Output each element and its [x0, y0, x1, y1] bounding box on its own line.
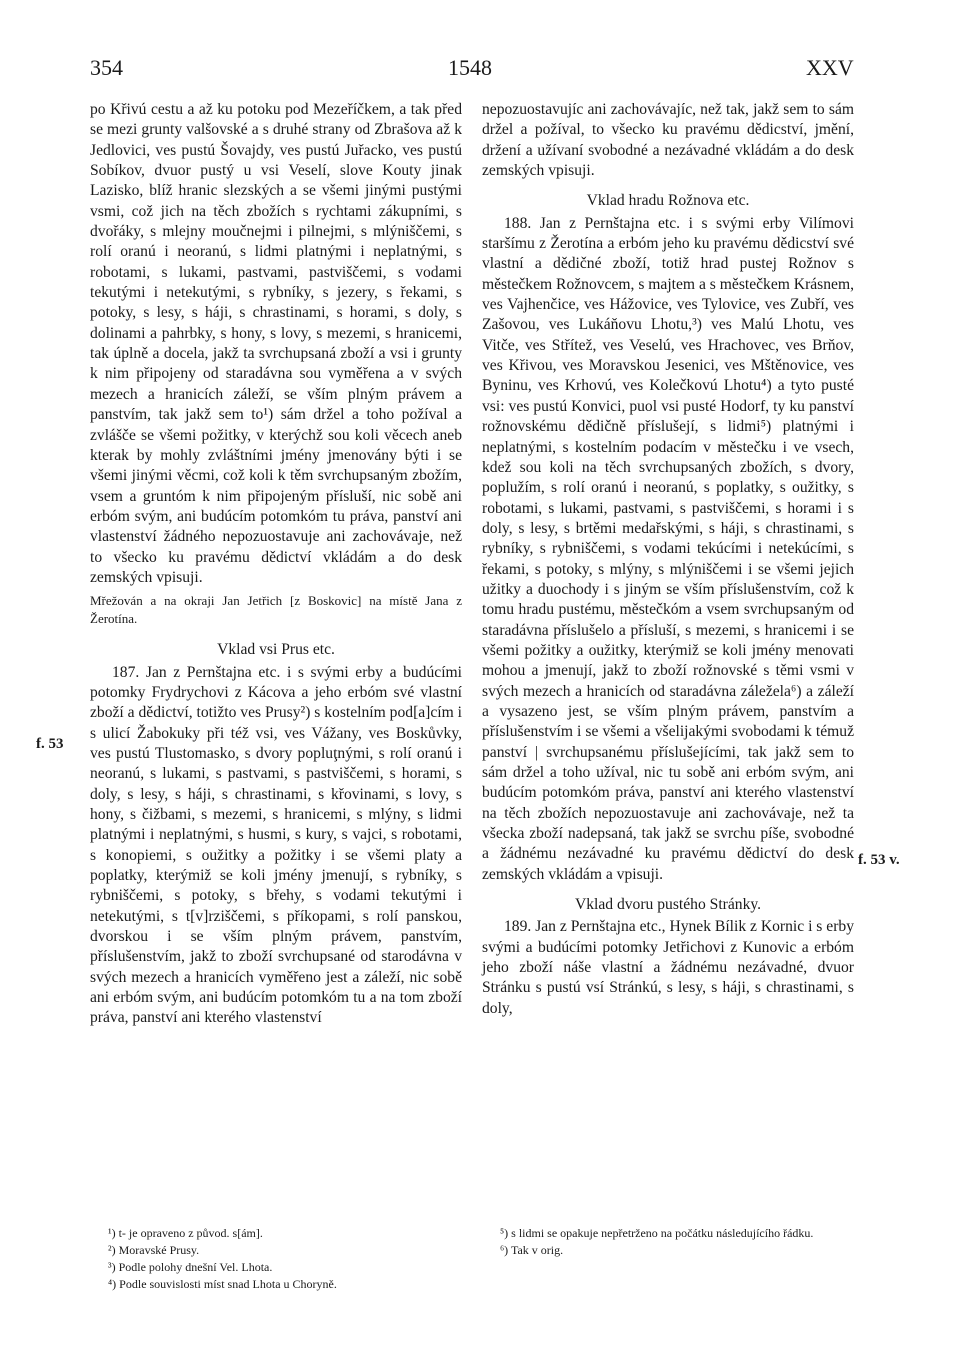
- right-column: [482, 100, 854, 1019]
- folio-note-right: f. 53 v.: [858, 852, 900, 868]
- folio-note-left: f. 53: [36, 736, 64, 752]
- heading-189: Vklad dvoru pustého Stránky.: [574, 896, 762, 914]
- footnote-2: ²) Moravské Prusy.: [108, 1243, 200, 1257]
- footnote-4: ⁴) Podle souvislosti míst snad Lhota u Choryně.: [108, 1277, 337, 1291]
- section-number: XXV: [806, 55, 854, 80]
- footnotes-right: [500, 1225, 850, 1259]
- right-continuation: nepozuostavujíc ani zachovávajíc, než tak, jakž sem to sám držel a požíval, to všecko ku pravému dědicství, jmění, držení a užívaní svobodné a nezávadné vkládám a do desk zemských vpisuji.: [482, 101, 854, 180]
- heading-188: Vklad hradu Rožnova etc.: [586, 192, 750, 210]
- entry-188: 188. Jan z Pernštajna etc. i s svými erby Vilímovi staršímu z Žerotína a erbóm jeho ku pravému dědicství své vlastní a dědičné zboží, totiž hrad pustej Rožnov s městečkem Rožnovcem, s majtem a s městečkem Krásnem, ves Vajhenčice, ves Hážovice, ves Tylovice, ves Zubří, ves Zašovou, ves Lukáňovu Lhotu,³) ves Malú Lhotu, ves Vitče, ves Střítež, ves Veselú, ves Hrachovec, ves Brňov, ves Křivou, ves Moravskou Jesenici, ves Mštěnovice, ves Byninu, ves Krhovú, ves Kolečkovú Lhotu⁴) a tyto pusté vsi: ves pustú Konvici, puol vsi pusté Hodorf, ty ku panství rožnovskému dědičně příslušejí, s lidmi⁵) platnými i neplatnými, s kostelním podacím v městečku i ve vsech, kdež sou koli na těch svrchupsaných zbožích, s dvory, poplužím, s rolí oranú i neoranú, s poplatky, s oužitky, s robotami, s lukami, pastvami, s pastviščemi, s horami i s doly, s lesy, s brtěmi medařskými, s háji, s chrastinami, s rybníky, s rybniščemi, s vodami tekúcími i netekúcími, s řekami, s potoky, s mlýny, s mlýniščemi i se všemi jejich užitky a duochody i s jiným se vším příslušenstvím, což k tomu hradu pustému, městečkóm a vsem svrchupsaným od staradávna příslušelo a přísluší, s mezemi, s hranicemi i se všemi požitky a oužitky, kterýmiž se koli jmény menovati mohou a jmenují, jakž to zboží rožnovské s těmi vsmi v svých mezech a hranicích od staradávna záleželа⁶) a záleží a vysazeno jest, se vším plným právem, panstvím a příslušenstvím i se všemi a všelijakými svobodami k témuž panství | svrchupsanému příslušejícími, tak jakž sem to sám držel a toho užíval, nic tu sobě ani erbóm svým, ani budúcím potomkóm práva, panství ani kterého vlastenství na těch zbožích nepozuostavuje ani zachovávaje, než ta všecka zboží nadepsaná, tak jakž se svrchu píše, svobodné a žádnému nezávadné ku pravému dědictví do desk zemských vkládám a vpisuji.: [482, 214, 854, 883]
- footnote-6: ⁶) Tak v orig.: [500, 1243, 564, 1257]
- annotation-note: Mřežován a na okraji Jan Jetřich [z Boskovic] na místě Jana z Žerotína.: [90, 593, 462, 627]
- entry-189: 189. Jan z Pernštajna etc., Hynek Bílik z Kornic i s erby svými a budúcími potomky Jetřichovi z Kunovic a erbóm jeho zboží náše vlastní a žádnému nezávadné, dvuor Stránku s pustú vsí Stránkú, s lesy, s háji, s chrastinami, s doly,: [482, 918, 854, 1017]
- heading-187: Vklad vsi Prus etc.: [217, 641, 335, 659]
- left-main-text: po Křivú cestu a až ku potoku pod Mezeříčkem, a tak před se mezi grunty valšovské a s druhé strany od Zbrašova až k Jedlovici, ves pustú Šovajdy, ves pustú Juřacko, ves pustú Sobíkov, dvuor pustý u vsi Veselí, slove Kouty jinak Lazisko, blíž hranic slezských a se všemi jinými pustými vsmi, což jich na těch zbožích s rychtami zákupními, s dvořáky, s mlejny moučnejmi i pilnejmi, s mlýniščemi, s rolí oranú i neoranú, s lidmi platnými i neplatnými, s robotami, s lukami, pastvami, pastviščemi, s vodami tekutými i netekutými, s rybníky, s jezery, s řekami, s potoky, s lesy, s háji, s chrastinami, s horami, s doly, s dolinami a pahrbky, s hony, s lovy, s mezemi, s hranicemi, tak úplně a docela, jakž ta svrchupsaná zboží a vsi i grunty k nim připojeny od staradávna sou vyměřena a v svých mezech a hranicích záleží, se vším plným právem a panstvím, tak jakž sem to¹) sám držel a toho požíval a zvlášče se všemi požitky, v kterýchž sou koli věcech aneb kterak by mohly zvláštními jmény jmenovány býti i se všemi jinými věcmi, což koli k těm svrchupsaným zbožím, vsem a gruntóm k nim připojeným přísluší, nic sobě ani erbóm svým, ani budúcím potomkóm tu práva, panství ani vlastenství žádného nepozuostavuje ani zachovávaje, než to všecko ku pravému dědictví vkládám a do desk zemských vpisuji.: [90, 101, 462, 586]
- page-number: 354: [90, 55, 123, 80]
- footnotes-left: [108, 1225, 458, 1293]
- footnote-5: ⁵) s lidmi se opakuje nepřetrženo na počátku následujícího řádku.: [500, 1226, 814, 1240]
- footnote-1: ¹) t- je opraveno z původ. s[ám].: [108, 1226, 263, 1240]
- page-year: 1548: [448, 55, 492, 80]
- entry-187: 187. Jan z Pernštajna etc. i s svými erby a budúcími potomky Frydrychovi z Kácova a jeho erbóm své vlastní zboží a dědictví, totižto ves Prusy²) s kostelním pod[a]cím i s ulicí Žabokuky při též vsi, ves Vážany, ves Boskůvky, ves pustú Tlustomasko, s dvory popluţnými, s rolí oranú i neoranú, s lukami, s pastvami, s pastviščemi, s horami, s doly, s lesy, s háji, s chrastinami, s křovinami, s lovy, s hony, s čižbami, s mezemi, s hranicemi, s mlýny, s lidmi platnými i neplatnými, s husmi, s kury, s vajci, s robotami, s konopiemi, s oužitky a požitky i se všemi platy a poplatky, kterýmiž se koli jmény jmenují, s rybníky, s rybniščemi, s potoky, s břehy, s vodami tekutými i netekutými, s t[v]rziščemi, s příkopami, s rolí panskou, dvorskou i se vším plným právem, panstvím, příslušenstvím, jakž to zboží svrchupsané od starodávna v svých mezech a hranicích vyměřeno jest a záleží, nic sobě ani erbóm svým, ani budúcím potomkóm tu a na tom zboží práva, panství ani kterého vlastenství: [90, 663, 462, 1027]
- left-column: [90, 100, 462, 1029]
- footnote-3: ³) Podle polohy dnešní Vel. Lhota.: [108, 1260, 273, 1274]
